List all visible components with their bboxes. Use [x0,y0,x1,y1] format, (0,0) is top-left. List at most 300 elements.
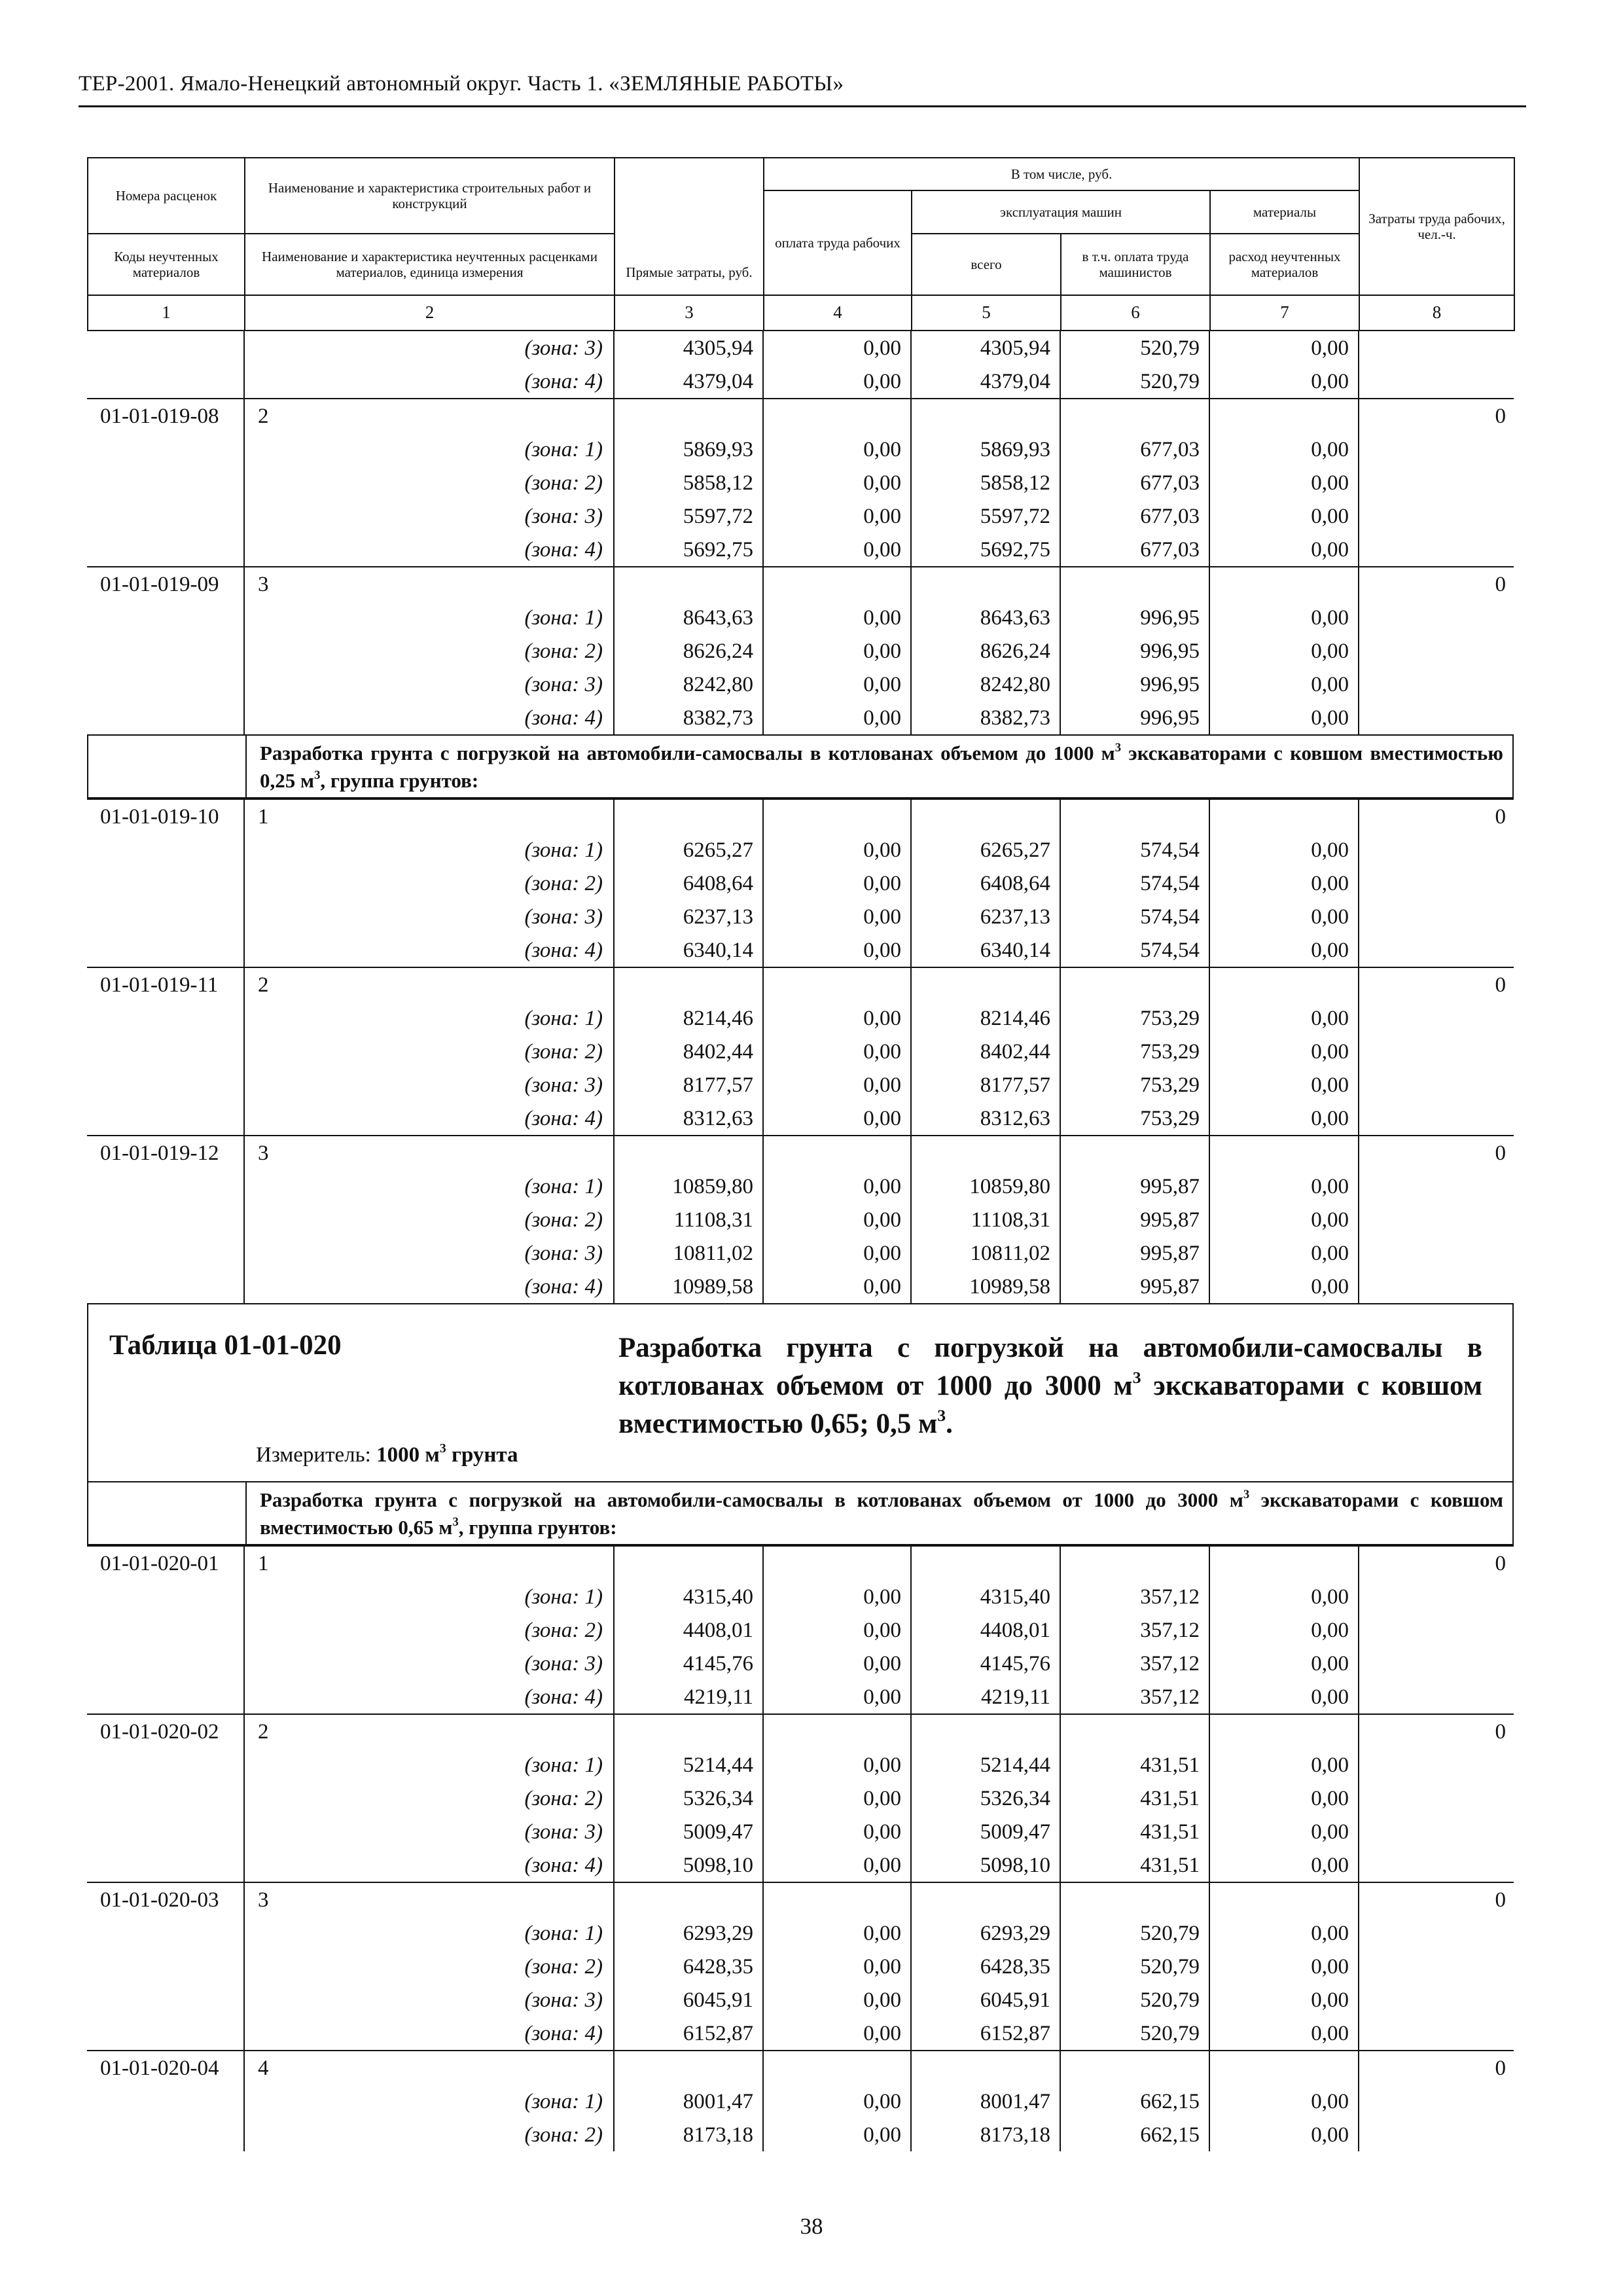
labor-cell-empty [1359,1001,1514,1035]
direct-cost-cell: 8382,73 [614,701,763,734]
materials-cell: 0,00 [1209,433,1359,466]
labor-cost: 0 [1359,567,1514,601]
table-row [87,499,1514,533]
materials-cell: 0,00 [1209,933,1359,967]
head-col6: в т.ч. оплата труда машинистов [1061,234,1210,295]
materials-cell: 0,00 [1209,1613,1359,1647]
worker-pay-cell: 0,00 [763,433,911,466]
head-col4: оплата труда рабочих [764,190,912,295]
machinist-pay-cell: 357,12 [1060,1680,1209,1714]
materials-cell: 0,00 [1209,1782,1359,1815]
labor-cell-empty [1359,1848,1514,1882]
blank-cell [763,1136,911,1170]
section2-text-b: экскаваторами с ковшом вместимостью 0,65 м [260,1488,1503,1539]
column-number: 7 [1210,295,1359,331]
materials-cell: 0,00 [1209,1680,1359,1714]
materials-cell: 0,00 [1209,533,1359,567]
code-cell-empty [87,1613,244,1647]
labor-cell-empty [1359,1815,1514,1848]
direct-cost-cell: 4219,11 [614,1680,763,1714]
code-cell-empty [87,933,244,967]
machine-total-cell: 8312,63 [911,1102,1060,1136]
materials-cell: 0,00 [1209,499,1359,533]
worker-pay-cell: 0,00 [763,1647,911,1680]
soil-group: 1 [244,1546,614,1580]
zone-label: (зона: 3) [244,900,614,933]
labor-cell-empty [1359,2085,1514,2118]
zone-label: (зона: 3) [244,1068,614,1102]
labor-cell-empty [1359,1983,1514,2017]
machinist-pay-cell: 995,87 [1060,1170,1209,1203]
machinist-pay-cell: 677,03 [1060,533,1209,567]
worker-pay-cell: 0,00 [763,1203,911,1236]
direct-cost-cell: 5009,47 [614,1815,763,1848]
machinist-pay-cell: 753,29 [1060,1001,1209,1035]
blank-cell [763,399,911,433]
machinist-pay-cell: 995,87 [1060,1203,1209,1236]
direct-cost-cell: 8402,44 [614,1035,763,1068]
blank-cell [1209,567,1359,601]
code-cell-empty [87,668,244,701]
machine-total-cell: 8643,63 [911,601,1060,634]
direct-cost-cell: 5692,75 [614,533,763,567]
direct-cost-cell: 5326,34 [614,1782,763,1815]
blank-cell [911,1714,1060,1748]
labor-cell-empty [1359,466,1514,499]
code-cell-empty [87,1748,244,1782]
blank-cell [763,2051,911,2085]
machinist-pay-cell: 520,79 [1060,1916,1209,1950]
rate-header-row [87,1136,1514,1170]
part1-table [87,331,1514,734]
machine-total-cell: 6428,35 [911,1950,1060,1983]
labor-cell-empty [1359,1203,1514,1236]
worker-pay-cell: 0,00 [763,900,911,933]
head-materials: материалы [1210,190,1359,234]
labor-cell-empty [1359,1035,1514,1068]
blank-cell [614,567,763,601]
direct-cost-cell: 8173,18 [614,2118,763,2151]
machine-total-cell: 4315,40 [911,1580,1060,1613]
blank-cell [911,1882,1060,1916]
materials-cell: 0,00 [1209,1916,1359,1950]
code-cell-empty [87,331,244,365]
table-row [87,1983,1514,2017]
head-col1-bottom: Коды неучтенных материалов [88,234,245,295]
direct-cost-cell: 8626,24 [614,634,763,668]
zone-label: (зона: 3) [244,331,614,365]
head-col3: Прямые затраты, руб. [615,158,764,295]
table-row [87,2118,1514,2151]
zone-label: (зона: 3) [244,1236,614,1270]
direct-cost-cell: 5869,93 [614,433,763,466]
direct-cost-cell: 5214,44 [614,1748,763,1782]
blank-cell [763,1546,911,1580]
rate-header-row [87,399,1514,433]
direct-cost-cell: 4408,01 [614,1613,763,1647]
blank-cell [1060,2051,1209,2085]
code-cell-empty [87,867,244,900]
worker-pay-cell: 0,00 [763,2118,911,2151]
table-020-title-sup-a: 3 [1132,1367,1141,1387]
machine-total-cell: 5869,93 [911,433,1060,466]
blank-cell [911,1546,1060,1580]
code-cell-empty [87,1001,244,1035]
direct-cost-cell: 5098,10 [614,1848,763,1882]
zone-label: (зона: 2) [244,1782,614,1815]
blank-cell [1060,1546,1209,1580]
machinist-pay-cell: 995,87 [1060,1236,1209,1270]
blank-cell [614,399,763,433]
labor-cell-empty [1359,1950,1514,1983]
direct-cost-cell: 10811,02 [614,1236,763,1270]
worker-pay-cell: 0,00 [763,466,911,499]
labor-cell-empty [1359,900,1514,933]
machine-total-cell: 6265,27 [911,833,1060,867]
zone-label: (зона: 1) [244,1001,614,1035]
machinist-pay-cell: 431,51 [1060,1815,1209,1848]
machine-total-cell: 8242,80 [911,668,1060,701]
table-row [87,1613,1514,1647]
machine-total-cell: 6152,87 [911,2017,1060,2051]
column-number: 3 [615,295,764,331]
section2-sup-b: 3 [452,1515,459,1529]
blank-cell [614,1136,763,1170]
worker-pay-cell: 0,00 [763,1580,911,1613]
blank-cell [763,799,911,833]
machinist-pay-cell: 357,12 [1060,1580,1209,1613]
materials-cell: 0,00 [1209,1580,1359,1613]
rates-table-frame [87,157,1514,2166]
worker-pay-cell: 0,00 [763,1035,911,1068]
worker-pay-cell: 0,00 [763,1613,911,1647]
blank-cell [614,1882,763,1916]
blank-cell [1060,967,1209,1001]
labor-cost: 0 [1359,1882,1514,1916]
machine-total-cell: 8001,47 [911,2085,1060,2118]
zone-label: (зона: 2) [244,466,614,499]
materials-cell: 0,00 [1209,1035,1359,1068]
code-cell-empty [87,601,244,634]
column-number: 6 [1061,295,1210,331]
section1-table [87,734,1514,798]
materials-cell: 0,00 [1209,1647,1359,1680]
zone-label: (зона: 4) [244,1270,614,1303]
blank-cell [1060,567,1209,601]
worker-pay-cell: 0,00 [763,1170,911,1203]
machine-total-cell: 8173,18 [911,2118,1060,2151]
code-cell-empty [87,1950,244,1983]
table-020-label: Таблица 01-01-020 [109,1330,342,1361]
code-cell-empty [87,1236,244,1270]
labor-cell-empty [1359,1580,1514,1613]
code-cell-empty [87,1035,244,1068]
column-number: 8 [1359,295,1514,331]
table-row [87,1950,1514,1983]
rate-code: 01-01-020-01 [87,1546,244,1580]
table-020-title-a: Разработка грунта с погрузкой на автомобили-самосвалы в котлованах объемом от 1000 до 3000 м [618,1333,1482,1401]
code-cell-empty [87,900,244,933]
machinist-pay-cell: 357,12 [1060,1647,1209,1680]
machinist-pay-cell: 677,03 [1060,433,1209,466]
zone-label: (зона: 1) [244,1916,614,1950]
machinist-pay-cell: 996,95 [1060,668,1209,701]
machine-total-cell: 10811,02 [911,1236,1060,1270]
machine-total-cell: 5692,75 [911,533,1060,567]
machine-total-cell: 5214,44 [911,1748,1060,1782]
table-row [87,701,1514,734]
zone-label: (зона: 3) [244,668,614,701]
running-header: ТЕР-2001. Ямало-Ненецкий автономный округ. Часть 1. «ЗЕМЛЯНЫЕ РАБОТЫ» [79,72,844,96]
direct-cost-cell: 6152,87 [614,2017,763,2051]
zone-label: (зона: 1) [244,1170,614,1203]
machinist-pay-cell: 431,51 [1060,1748,1209,1782]
zone-label: (зона: 3) [244,499,614,533]
labor-cell-empty [1359,1270,1514,1303]
zone-label: (зона: 2) [244,634,614,668]
zone-label: (зона: 4) [244,2017,614,2051]
worker-pay-cell: 0,00 [763,331,911,365]
direct-cost-cell: 6408,64 [614,867,763,900]
labor-cell-empty [1359,1102,1514,1136]
code-cell-empty [87,1270,244,1303]
direct-cost-cell: 10989,58 [614,1270,763,1303]
direct-cost-cell: 4305,94 [614,331,763,365]
machinist-pay-cell: 995,87 [1060,1270,1209,1303]
section1-text-a: Разработка грунта с погрузкой на автомобили-самосвалы в котлованах объемом до 1000 м [260,742,1115,764]
table-head [87,157,1515,331]
blank-cell [1209,1882,1359,1916]
blank-cell [1060,1882,1209,1916]
labor-cost: 0 [1359,2051,1514,2085]
zone-label: (зона: 3) [244,1815,614,1848]
worker-pay-cell: 0,00 [763,833,911,867]
machine-total-cell: 6237,13 [911,900,1060,933]
machinist-pay-cell: 753,29 [1060,1035,1209,1068]
materials-cell: 0,00 [1209,1848,1359,1882]
materials-cell: 0,00 [1209,867,1359,900]
code-cell-empty [87,1647,244,1680]
unit-value-b: грунта [446,1443,518,1467]
machinist-pay-cell: 520,79 [1060,365,1209,399]
column-number: 1 [88,295,245,331]
code-cell-empty [87,1580,244,1613]
machine-total-cell: 6340,14 [911,933,1060,967]
table-row [87,1203,1514,1236]
table-row [87,634,1514,668]
rate-code: 01-01-019-11 [87,967,244,1001]
column-numbers-row [88,295,1514,331]
labor-cost: 0 [1359,399,1514,433]
code-cell-empty [87,1680,244,1714]
direct-cost-cell: 8214,46 [614,1001,763,1035]
code-cell-empty [87,2017,244,2051]
materials-cell: 0,00 [1209,900,1359,933]
materials-cell: 0,00 [1209,833,1359,867]
section1-sup-a: 3 [1115,740,1122,755]
machinist-pay-cell: 520,79 [1060,1983,1209,2017]
table-row [87,900,1514,933]
machine-total-cell: 6293,29 [911,1916,1060,1950]
labor-cell-empty [1359,1170,1514,1203]
blank-cell [1209,399,1359,433]
machine-total-cell: 4145,76 [911,1647,1060,1680]
rate-code: 01-01-019-10 [87,799,244,833]
table-row [87,1815,1514,1848]
table-row [87,2017,1514,2051]
code-cell-empty [87,2118,244,2151]
head-col2-top: Наименование и характеристика строительных работ и конструкций [245,158,615,234]
column-number: 4 [764,295,912,331]
worker-pay-cell: 0,00 [763,1102,911,1136]
zone-label: (зона: 3) [244,1647,614,1680]
blank-cell [911,567,1060,601]
rate-code: 01-01-020-02 [87,1714,244,1748]
labor-cell-empty [1359,701,1514,734]
worker-pay-cell: 0,00 [763,1950,911,1983]
table-row [87,1035,1514,1068]
section2-text-c: , группа грунтов: [458,1516,617,1539]
labor-cell-empty [1359,533,1514,567]
blank-cell [1060,399,1209,433]
direct-cost-cell: 4145,76 [614,1647,763,1680]
blank-cell [1209,2051,1359,2085]
materials-cell: 0,00 [1209,1001,1359,1035]
rate-header-row [87,1714,1514,1748]
materials-cell: 0,00 [1209,331,1359,365]
materials-cell: 0,00 [1209,1748,1359,1782]
rate-code: 01-01-019-08 [87,399,244,433]
table-020-title-b: экскаваторами с ковшом вместимостью 0,65; 0,5 м [618,1371,1483,1439]
labor-cell-empty [1359,2017,1514,2051]
blank-cell [1209,1136,1359,1170]
code-cell-empty [87,634,244,668]
machine-total-cell: 4408,01 [911,1613,1060,1647]
zone-label: (зона: 4) [244,365,614,399]
table-row [87,1102,1514,1136]
table-row [87,533,1514,567]
materials-cell: 0,00 [1209,2085,1359,2118]
machinist-pay-cell: 357,12 [1060,1613,1209,1647]
head-machines: эксплуатация машин [912,190,1210,234]
section1-text-b: экскаваторами с ковшом вместимостью 0,25 м [260,742,1503,792]
worker-pay-cell: 0,00 [763,1782,911,1815]
blank-cell [1209,799,1359,833]
machinist-pay-cell: 520,79 [1060,331,1209,365]
section1-heading [246,735,1513,798]
materials-cell: 0,00 [1209,701,1359,734]
machinist-pay-cell: 996,95 [1060,701,1209,734]
column-number: 5 [912,295,1061,331]
labor-cell-empty [1359,2118,1514,2151]
code-cell-empty [87,1170,244,1203]
rate-header-row [87,2051,1514,2085]
machinist-pay-cell: 677,03 [1060,499,1209,533]
machine-total-cell: 4305,94 [911,331,1060,365]
blank-cell [614,967,763,1001]
code-cell-empty [87,701,244,734]
zone-label: (зона: 4) [244,1848,614,1882]
blank-cell [614,799,763,833]
unit-value-a: 1000 м [376,1443,440,1467]
blank-cell [911,1136,1060,1170]
code-cell-empty [87,1815,244,1848]
zone-label: (зона: 3) [244,1983,614,2017]
worker-pay-cell: 0,00 [763,1236,911,1270]
section2-heading [246,1482,1513,1545]
rate-code: 01-01-019-12 [87,1136,244,1170]
blank-cell [1209,967,1359,1001]
worker-pay-cell: 0,00 [763,1815,911,1848]
direct-cost-cell: 5597,72 [614,499,763,533]
zone-label: (зона: 2) [244,1035,614,1068]
materials-cell: 0,00 [1209,1950,1359,1983]
worker-pay-cell: 0,00 [763,1068,911,1102]
zone-label: (зона: 4) [244,1680,614,1714]
code-cell-empty [87,1848,244,1882]
direct-cost-cell: 6045,91 [614,1983,763,2017]
soil-group: 2 [244,399,614,433]
direct-cost-cell: 6237,13 [614,900,763,933]
soil-group: 3 [244,1136,614,1170]
part2-table [87,798,1514,1303]
labor-cell-empty [1359,1782,1514,1815]
code-cell-empty [87,365,244,399]
code-cell-empty [87,1916,244,1950]
head-col8: Затраты труда рабочих, чел.-ч. [1359,158,1514,295]
machine-total-cell: 10859,80 [911,1170,1060,1203]
zone-label: (зона: 1) [244,2085,614,2118]
code-cell-empty [87,533,244,567]
code-cell-empty [87,1983,244,2017]
column-number: 2 [245,295,615,331]
blank-cell [911,399,1060,433]
worker-pay-cell: 0,00 [763,533,911,567]
labor-cell-empty [1359,833,1514,867]
machine-total-cell: 11108,31 [911,1203,1060,1236]
head-col7: расход неучтенных материалов [1210,234,1359,295]
machinist-pay-cell: 996,95 [1060,601,1209,634]
table-row [87,601,1514,634]
direct-cost-cell: 6293,29 [614,1916,763,1950]
labor-cell-empty [1359,933,1514,967]
machine-total-cell: 4379,04 [911,365,1060,399]
worker-pay-cell: 0,00 [763,933,911,967]
table-row [87,668,1514,701]
head-incl: В том числе, руб. [764,158,1359,190]
section2-sup-a: 3 [1243,1487,1250,1501]
table-row [87,2085,1514,2118]
blank-cell [614,1546,763,1580]
code-cell-empty [87,1203,244,1236]
direct-cost-cell: 4315,40 [614,1580,763,1613]
machine-total-cell: 5858,12 [911,466,1060,499]
machinist-pay-cell: 431,51 [1060,1782,1209,1815]
table-row [87,1236,1514,1270]
machinist-pay-cell: 662,15 [1060,2118,1209,2151]
direct-cost-cell: 8643,63 [614,601,763,634]
worker-pay-cell: 0,00 [763,1680,911,1714]
soil-group: 2 [244,1714,614,1748]
rate-header-row [87,567,1514,601]
table-row [87,1848,1514,1882]
labor-cell-empty [1359,433,1514,466]
code-cell-empty [87,2085,244,2118]
zone-label: (зона: 2) [244,2118,614,2151]
worker-pay-cell: 0,00 [763,499,911,533]
labor-cell-empty [1359,1647,1514,1680]
worker-pay-cell: 0,00 [763,1916,911,1950]
